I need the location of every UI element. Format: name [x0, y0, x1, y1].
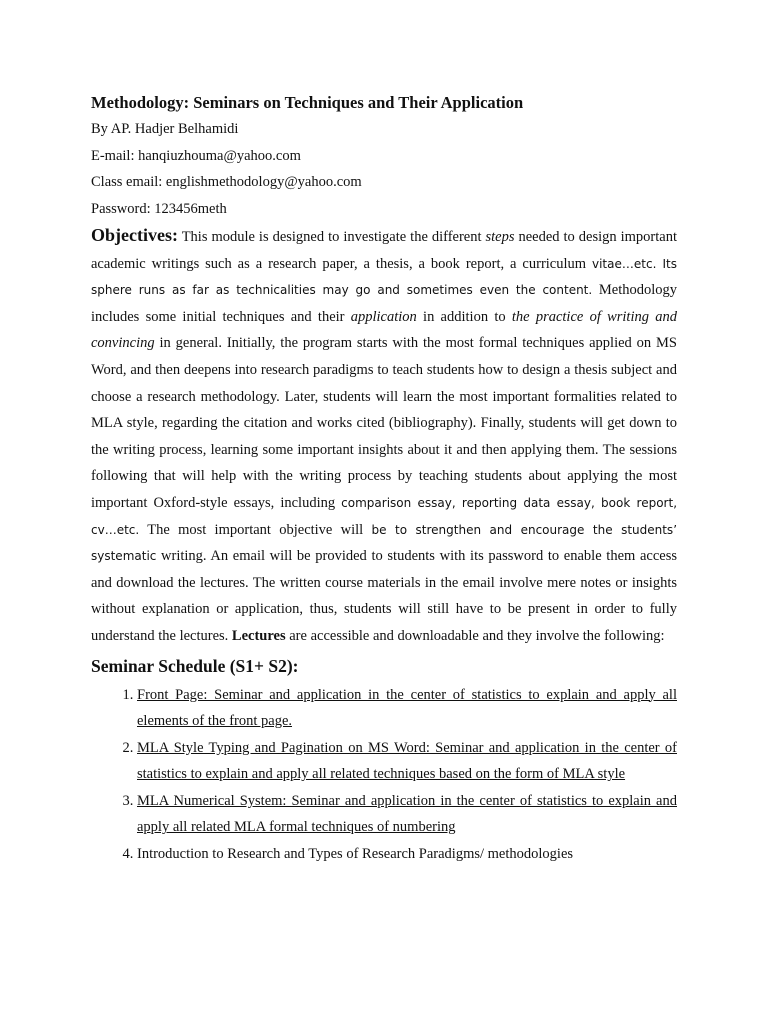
objectives-text-3: vitae…etc. Its sphere runs as far as technicalities may go and sometimes even the content. [91, 256, 678, 298]
objectives-text-2: needed to design important academic writings such as a research paper, a thesis, a book report, a curriculum [91, 229, 677, 272]
document-title: Methodology: Seminars on Techniques and Their Application [91, 93, 524, 112]
objectives-text-4: Methodology includes some initial techniques and their [91, 282, 677, 325]
author-line: By AP. Hadjer Belhamidi [91, 121, 239, 137]
objectives-text-11: are accessible and downloadable and they involve the following: [285, 627, 665, 644]
steps-emphasis: steps [485, 229, 515, 245]
email-line: E-mail: hanqiuzhouma@yahoo.com [91, 147, 301, 164]
document-content [91, 90, 677, 868]
objectives-text-1: This module is designed to investigate the different [177, 229, 486, 245]
objectives-text-9: be to strengthen and encourage the students’ systematic [91, 522, 678, 564]
schedule-item-text: Introduction to Research and Types of Research Paradigms/ methodologies [137, 846, 574, 863]
schedule-item [137, 788, 677, 841]
schedule-item-text: MLA Numerical System: Seminar and application in the center of statistics to explain and apply all related MLA formal techniques of numbering [137, 792, 677, 836]
lectures-emphasis: Lectures [231, 627, 286, 644]
objectives-text-7: comparison essay, reporting data essay, book report, cv…etc. [91, 495, 678, 537]
schedule-item-text: MLA Style Typing and Pagination on MS Word: Seminar and application in the center of statistics to explain and apply all related techniques based on the form of MLA style [137, 739, 677, 783]
application-emphasis: application [350, 308, 417, 325]
schedule-item [137, 682, 677, 735]
class-email-line: Class email: englishmethodology@yahoo.com [91, 174, 362, 190]
objectives-heading: Objectives: [91, 225, 178, 245]
practice-emphasis: the practice of writing and convincing [91, 308, 677, 352]
schedule-item-text: Front Page: Seminar and application in the center of statistics to explain and apply all elements of the front page. [137, 686, 677, 730]
objectives-text-6: in general. Initially, the program starts with the most formal techniques applied on MS Word, and then deepens into research paradigms to teach students how to design a thesis subject and choose a research methodology. Later, students will learn the most important formalities related to MLA style, regarding the citation and works cited (bibliography). Finally, students will get down to the writing process, learning some important insights about it and then applying them. The sessions following that will help with the writing process by teaching students about applying the most important Oxford-style essays, including [91, 335, 677, 511]
objectives-text-5: in addition to [416, 308, 512, 325]
schedule-list [91, 682, 677, 868]
schedule-item [137, 841, 677, 868]
schedule-item [137, 735, 677, 788]
objectives-text-10: writing. An email will be provided to students with its password to enable them access and download the lectures. The written course materials in the email involve mere notes or insights without explanation or application, thus, students will still have to be present in order to fully understand the lectures. [91, 548, 677, 644]
schedule-heading: Seminar Schedule (S1+ S2): [91, 655, 299, 676]
objectives-paragraph [91, 222, 677, 650]
password-line: Password: 123456meth [91, 200, 227, 217]
objectives-text-8: The most important objective will [139, 521, 372, 538]
